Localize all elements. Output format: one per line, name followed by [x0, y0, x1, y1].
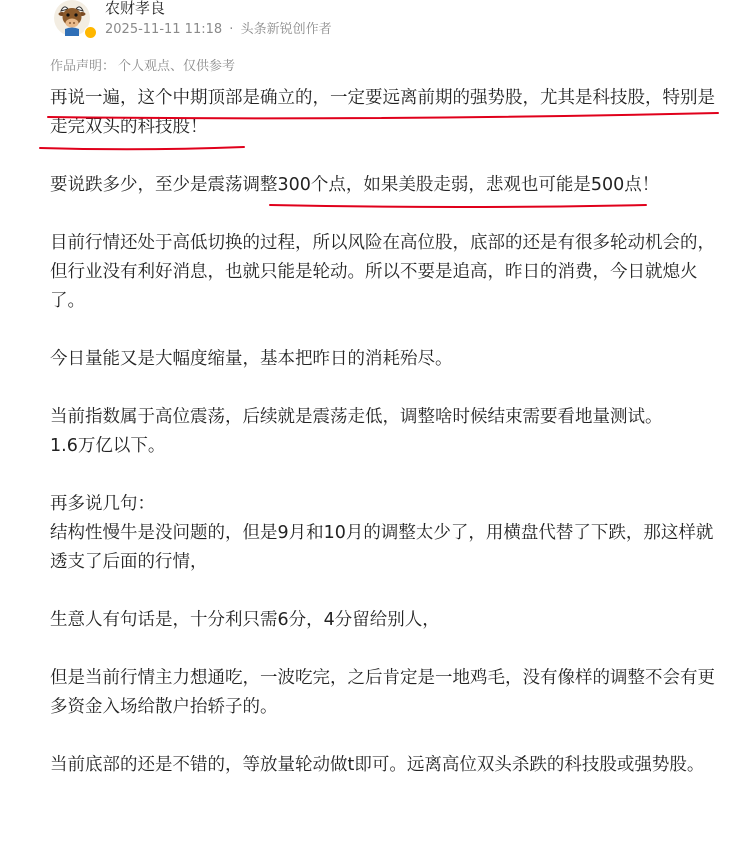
work-declaration: [50, 58, 235, 76]
article-header: [50, 0, 710, 44]
paragraph-6a: 再多说几句：: [50, 494, 155, 514]
author-name[interactable]: 农财孝良: [105, 0, 166, 17]
paragraph-3a: 目前行情还处于高低切换的过程，所以风险在高位股，底部的还是有很多轮动机会的，: [50, 233, 715, 253]
paragraph-9: 当前底部的还是不错的，等放量轮动做t即可。远离高位双头杀跌的科技股或强势股。: [50, 755, 705, 775]
paragraph-2: [50, 171, 720, 200]
meta-separator: ·: [229, 22, 234, 37]
paragraph-5b: 1.6万亿以下。: [50, 436, 166, 456]
declaration-label: 作品声明: [50, 59, 103, 74]
paragraph-2-highlight: 300个点，如果美股走弱，悲观也可能是500点！: [277, 175, 660, 195]
author-title: 头条新锐创作者: [240, 22, 332, 37]
author-avatar[interactable]: [54, 0, 90, 36]
post-timestamp: 2025-11-11 11:18: [105, 22, 223, 37]
paragraph-2-lead: 要说跌多少，至少是震荡调整: [50, 175, 278, 195]
post-meta: [105, 21, 332, 39]
paragraph-8: 但是当前行情主力想通吃，一波吃完，之后肯定是一地鸡毛，没有像样的调整不会有更多资金入场给散户抬轿子的。: [50, 668, 715, 717]
article-body: [50, 84, 720, 780]
paragraph-6b: 结构性慢牛是没问题的，但是9月和10月的调整太少了，用横盘代替了下跌，那这样就透支了后面的行情，: [50, 523, 714, 572]
paragraph-7: 生意人有句话是，十分利只需6分，4分留给别人，: [50, 610, 440, 630]
declaration-colon: ：: [102, 59, 116, 74]
declaration-value: 个人观点、仅供参考: [118, 59, 236, 74]
paragraph-3b: 但行业没有利好消息，也就只能是轮动。所以不要是追高，昨日的消费，今日就熄火了。: [50, 262, 698, 311]
paragraph-1: 再说一遍，这个中期顶部是确立的，一定要远离前期的强势股，尤其是科技股，特别是走完双头的科技股！: [50, 88, 715, 137]
paragraph-5a: 当前指数属于高位震荡，后续就是震荡走低，调整啥时候结束需要看地量测试。: [50, 407, 663, 427]
paragraph-4: 今日量能又是大幅度缩量，基本把昨日的消耗殆尽。: [50, 349, 453, 369]
verified-badge-icon: [84, 26, 97, 39]
